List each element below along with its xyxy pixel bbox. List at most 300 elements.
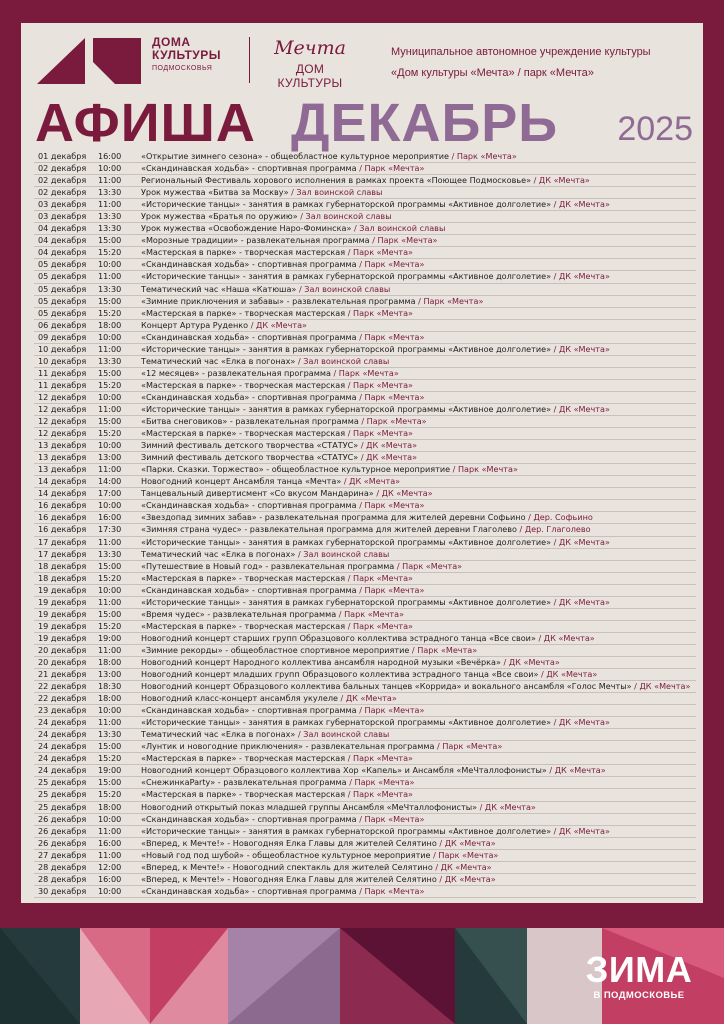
- event-title: «Исторические танцы» - занятия в рамках губернаторской программы «Активное долголетие»: [141, 403, 552, 414]
- event-date: 10 декабря: [38, 355, 87, 366]
- event-date: 03 декабря: [38, 199, 87, 210]
- event-title: «Мастерская в парке» - творческая мастерская: [141, 572, 346, 583]
- event-date: 24 декабря: [38, 765, 87, 776]
- event-time: 16:00: [98, 873, 122, 884]
- event-time: 11:00: [98, 175, 122, 186]
- event-time: 13:30: [98, 187, 122, 198]
- event-title: Тематический час «Наша «Катюша»: [141, 283, 297, 294]
- event-date: 04 декабря: [38, 235, 87, 246]
- event-row: [34, 235, 696, 247]
- venue-separator: /: [551, 343, 559, 354]
- event-time: 14:00: [98, 476, 122, 487]
- event-title: «Зимние рекорды» - общеобластное спортивное мероприятие: [141, 644, 410, 655]
- event-title: «СнежинкаParty» - развлекательная программа: [141, 777, 347, 788]
- venue-separator: /: [345, 620, 354, 631]
- event-time: 10:00: [98, 331, 122, 342]
- event-row: [34, 814, 696, 826]
- event-venue: ДК «Мечта»: [639, 681, 691, 692]
- event-time: 15:20: [98, 428, 122, 439]
- event-title: «Парки. Сказки. Торжество» - общеобластное культурное мероприятие: [141, 464, 451, 475]
- event-venue: ДК «Мечта»: [444, 837, 496, 848]
- event-description: [141, 476, 693, 487]
- mechta-logo: [265, 39, 355, 90]
- event-time: 15:20: [98, 620, 122, 631]
- event-venue: ДК «Мечта»: [444, 873, 496, 884]
- event-title: «Мастерская в парке» - творческая мастерская: [141, 428, 346, 439]
- event-description: [141, 561, 693, 572]
- event-description: [141, 777, 693, 788]
- event-time: 16:00: [98, 512, 122, 523]
- event-description: [141, 802, 693, 813]
- venue-separator: /: [430, 849, 439, 860]
- event-row: [34, 838, 696, 850]
- venue-separator: /: [337, 693, 346, 704]
- event-description: [141, 271, 693, 282]
- event-venue: Парк «Мечта»: [364, 331, 425, 342]
- event-list: [34, 151, 696, 898]
- event-venue: Зал воинской славы: [304, 283, 391, 294]
- event-row: [34, 308, 696, 320]
- event-row: [34, 524, 696, 536]
- event-title: «Лунтик и новогодние приключения» - развлекательная программа: [141, 741, 435, 752]
- event-title: «Битва снеговиков» - развлекательная программа: [141, 416, 359, 427]
- event-title: Региональный Фестиваль хорового исполнения в рамках проекта «Поющее Подмосковье»: [141, 175, 532, 186]
- event-time: 11:00: [98, 343, 122, 354]
- dk-logo-text: [152, 36, 221, 72]
- event-title: «Мастерская в парке» - творческая мастерская: [141, 789, 346, 800]
- event-venue: Парк «Мечта»: [366, 416, 427, 427]
- event-date: 05 декабря: [38, 259, 87, 270]
- event-time: 11:00: [98, 536, 122, 547]
- venue-separator: /: [346, 777, 355, 788]
- event-row: [34, 717, 696, 729]
- event-row: [34, 356, 696, 368]
- event-title: «Скандинавская ходьба» - спортивная программа: [141, 391, 357, 402]
- event-title: Концерт Артура Руденко: [141, 319, 249, 330]
- event-date: 19 декабря: [38, 632, 87, 643]
- event-description: [141, 573, 693, 584]
- event-date: 27 декабря: [38, 849, 87, 860]
- event-title: «12 месяцев» - развлекательная программа: [141, 367, 331, 378]
- event-title: Зимний фестиваль детского творчества «СТАТУС»: [141, 440, 359, 451]
- event-description: [141, 524, 693, 535]
- event-row: [34, 500, 696, 512]
- event-venue: ДК «Мечта»: [558, 596, 610, 607]
- event-row: [34, 271, 696, 283]
- event-title: Новогодний концерт Народного коллектива ансамбля народной музыки «Вечёрка»: [141, 656, 501, 667]
- event-title: «Скандинавская ходьба» - спортивная программа: [141, 584, 357, 595]
- event-row: [34, 705, 696, 717]
- venue-separator: /: [477, 801, 485, 812]
- event-venue: Парк «Мечта»: [438, 849, 499, 860]
- event-row: [34, 344, 696, 356]
- event-date: 12 декабря: [38, 428, 87, 439]
- event-description: [141, 765, 693, 776]
- event-row: [34, 151, 696, 163]
- event-title: «Время чудес» - развлекательная программа: [141, 608, 337, 619]
- event-row: [34, 669, 696, 681]
- poster: [21, 23, 703, 903]
- event-description: [141, 753, 693, 764]
- event-description: [141, 693, 693, 704]
- event-venue: Парк «Мечта»: [364, 163, 425, 174]
- event-venue: ДК «Мечта»: [366, 440, 418, 451]
- event-time: 10:00: [98, 584, 122, 595]
- event-venue: ДК «Мечта»: [256, 319, 307, 330]
- event-title: «Вперед, к Мечте!» - Новогодняя Елка Главы для жителей Селятино: [141, 837, 437, 848]
- venue-separator: /: [345, 753, 354, 764]
- venue-separator: /: [345, 307, 354, 318]
- event-description: [141, 549, 693, 560]
- event-description: [141, 681, 693, 692]
- header: [21, 23, 703, 93]
- venue-separator: /: [373, 488, 382, 499]
- event-date: 21 декабря: [38, 669, 87, 680]
- event-venue: Парк «Мечта»: [364, 705, 425, 716]
- event-title: «Исторические танцы» - занятия в рамках губернаторской программы «Активное долголетие»: [141, 596, 552, 607]
- event-row: [34, 753, 696, 765]
- event-venue: Парк «Мечта»: [456, 151, 517, 161]
- event-date: 16 декабря: [38, 512, 87, 523]
- event-description: [141, 669, 693, 680]
- venue-separator: /: [356, 705, 365, 716]
- event-time: 18:00: [98, 319, 122, 330]
- event-venue: Дер. Глаголево: [524, 524, 591, 535]
- event-row: [34, 404, 696, 416]
- event-date: 30 декабря: [38, 885, 87, 896]
- event-venue: Парк «Мечта»: [353, 428, 413, 439]
- event-description: [141, 585, 693, 596]
- event-row: [34, 862, 696, 874]
- event-venue: Парк «Мечта»: [353, 620, 413, 631]
- event-description: [141, 814, 693, 825]
- event-venue: ДК «Мечта»: [538, 175, 590, 186]
- event-title: «Скандинавская ходьба» - спортивная программа: [141, 813, 357, 824]
- event-venue: Парк «Мечта»: [353, 753, 413, 764]
- event-venue: ДК «Мечта»: [558, 403, 610, 414]
- event-row: [34, 488, 696, 500]
- event-description: [141, 296, 693, 307]
- event-date: 19 декабря: [38, 596, 87, 607]
- mechta-subtitle: ДОМ КУЛЬТУРЫ: [277, 62, 343, 90]
- event-description: [141, 199, 693, 210]
- event-row: [34, 585, 696, 597]
- event-row: [34, 561, 696, 573]
- event-date: 17 декабря: [38, 536, 87, 547]
- venue-separator: /: [551, 536, 559, 547]
- event-row: [34, 199, 696, 211]
- title-month: ДЕКАБРЬ: [291, 93, 559, 153]
- event-venue: Парк «Мечта»: [457, 464, 518, 475]
- event-row: [34, 537, 696, 549]
- event-title: «Вперед, к Мечте!» - Новогодний спектакль для жителей Селятино: [141, 861, 433, 872]
- event-date: 13 декабря: [38, 464, 87, 475]
- event-description: [141, 332, 693, 343]
- event-row: [34, 464, 696, 476]
- event-row: [34, 259, 696, 271]
- event-time: 18:00: [98, 656, 122, 667]
- venue-separator: /: [345, 379, 354, 390]
- event-row: [34, 874, 696, 886]
- event-date: 22 декабря: [38, 693, 87, 704]
- event-row: [34, 549, 696, 561]
- mechta-script: Мечта: [274, 37, 346, 59]
- event-description: [141, 657, 693, 668]
- event-title: Новогодний открытый показ младшей группы Ансамбля «МеЧталлофонисты»: [141, 801, 478, 812]
- event-date: 11 декабря: [38, 379, 87, 390]
- event-date: 28 декабря: [38, 861, 87, 872]
- event-row: [34, 729, 696, 741]
- event-row: [34, 657, 696, 669]
- venue-separator: /: [551, 199, 559, 210]
- venue-separator: /: [415, 295, 424, 306]
- event-title: «Звездопад зимних забав» - развлекательная программа для жителей деревни Софьино: [141, 512, 526, 523]
- event-time: 13:30: [98, 211, 122, 222]
- event-date: 19 декабря: [38, 584, 87, 595]
- event-date: 20 декабря: [38, 644, 87, 655]
- event-venue: ДК «Мечта»: [558, 199, 610, 210]
- venue-separator: /: [345, 789, 354, 800]
- zima-subtitle: В ПОДМОСКОВЬЕ: [593, 990, 685, 1001]
- venue-separator: /: [288, 187, 297, 198]
- event-date: 13 декабря: [38, 440, 87, 451]
- event-row: [34, 512, 696, 524]
- event-description: [141, 416, 693, 427]
- venue-separator: /: [248, 319, 257, 330]
- venue-separator: /: [516, 524, 525, 535]
- event-description: [141, 464, 693, 475]
- event-date: 20 декабря: [38, 656, 87, 667]
- event-date: 23 декабря: [38, 705, 87, 716]
- event-date: 04 декабря: [38, 223, 87, 234]
- event-venue: Парк «Мечта»: [353, 379, 413, 390]
- event-time: 10:00: [98, 391, 122, 402]
- event-title: «Скандинавская ходьба» - спортивная программа: [141, 259, 357, 270]
- event-time: 11:00: [98, 464, 122, 475]
- org-line2: «Дом культуры «Мечта» / парк «Мечта»: [391, 67, 594, 79]
- event-title: «Новый год под шубой» - общеобластное культурное мероприятие: [141, 849, 431, 860]
- event-time: 15:00: [98, 416, 122, 427]
- event-time: 10:00: [98, 163, 122, 174]
- event-venue: Зал воинской славы: [359, 223, 446, 234]
- dk-logo-icon: [37, 38, 141, 84]
- event-description: [141, 862, 693, 873]
- event-row: [34, 621, 696, 633]
- event-row: [34, 645, 696, 657]
- event-time: 16:00: [98, 837, 122, 848]
- event-description: [141, 717, 693, 728]
- event-title: «Мастерская в парке» - творческая мастерская: [141, 620, 346, 631]
- event-title: «Мастерская в парке» - творческая мастерская: [141, 247, 346, 258]
- event-time: 15:00: [98, 777, 122, 788]
- venue-separator: /: [551, 403, 559, 414]
- event-row: [34, 850, 696, 862]
- event-description: [141, 163, 693, 174]
- venue-separator: /: [449, 151, 457, 161]
- venue-separator: /: [295, 729, 304, 740]
- event-row: [34, 380, 696, 392]
- venue-separator: /: [356, 391, 365, 402]
- event-venue: ДК «Мечта»: [345, 693, 397, 704]
- event-date: 25 декабря: [38, 789, 87, 800]
- event-venue: Парк «Мечта»: [364, 259, 425, 270]
- event-time: 11:00: [98, 717, 122, 728]
- event-date: 04 декабря: [38, 247, 87, 258]
- event-description: [141, 645, 693, 656]
- venue-separator: /: [358, 416, 367, 427]
- venue-separator: /: [356, 331, 365, 342]
- event-row: [34, 332, 696, 344]
- event-description: [141, 440, 693, 451]
- venue-separator: /: [358, 440, 367, 451]
- event-title: «Исторические танцы» - занятия в рамках губернаторской программы «Активное долголетие»: [141, 271, 552, 282]
- event-date: 19 декабря: [38, 608, 87, 619]
- event-venue: Парк «Мечта»: [353, 247, 413, 258]
- event-description: [141, 247, 693, 258]
- event-description: [141, 308, 693, 319]
- event-description: [141, 211, 693, 222]
- event-date: 05 декабря: [38, 283, 87, 294]
- event-title: «Открытие зимнего сезона» - общеобластное культурное мероприятие: [141, 151, 449, 161]
- event-date: 22 декабря: [38, 681, 87, 692]
- event-title: Новогодний концерт Образцового коллектива бальных танцев «Коррида» и вокального ансамбля «Голос Мечты»: [141, 681, 632, 692]
- venue-separator: /: [356, 885, 365, 896]
- event-venue: ДК «Мечта»: [558, 271, 610, 282]
- event-time: 13:30: [98, 548, 122, 559]
- event-description: [141, 187, 693, 198]
- event-description: [141, 886, 693, 897]
- event-time: 13:00: [98, 669, 122, 680]
- event-description: [141, 223, 693, 234]
- event-description: [141, 621, 693, 632]
- event-title: Тематический час «Елка в погонах»: [141, 729, 296, 740]
- event-row: [34, 296, 696, 308]
- venue-separator: /: [345, 428, 354, 439]
- event-venue: Парк «Мечта»: [364, 584, 425, 595]
- venue-separator: /: [356, 259, 365, 270]
- event-description: [141, 838, 693, 849]
- event-time: 12:00: [98, 861, 122, 872]
- event-time: 16:00: [98, 151, 122, 161]
- venue-separator: /: [297, 211, 306, 222]
- event-description: [141, 392, 693, 403]
- event-title: «Скандинавская ходьба» - спортивная программа: [141, 885, 357, 896]
- event-title: «Морозные традиции» - развлекательная программа: [141, 235, 370, 246]
- org-line1: Муниципальное автономное учреждение культуры: [391, 46, 651, 58]
- event-date: 18 декабря: [38, 560, 87, 571]
- event-venue: Дер. Софьино: [533, 512, 593, 523]
- event-venue: ДК «Мечта»: [558, 717, 610, 728]
- venue-separator: /: [345, 247, 354, 258]
- venue-separator: /: [356, 813, 365, 824]
- event-row: [34, 573, 696, 585]
- event-time: 11:00: [98, 403, 122, 414]
- event-description: [141, 175, 693, 186]
- event-venue: ДК «Мечта»: [440, 861, 492, 872]
- venue-separator: /: [631, 681, 640, 692]
- event-title: Урок мужества «Освобождение Наро-Фоминска»: [141, 223, 352, 234]
- event-row: [34, 886, 696, 898]
- venue-separator: /: [500, 656, 509, 667]
- event-description: [141, 741, 693, 752]
- event-venue: Зал воинской славы: [296, 187, 383, 198]
- venue-separator: /: [369, 235, 378, 246]
- event-venue: ДК «Мечта»: [558, 343, 610, 354]
- event-title: «Исторические танцы» - занятия в рамках губернаторской программы «Активное долголетие»: [141, 343, 552, 354]
- event-title: «Путешествие в Новый год» - развлекательная программа: [141, 560, 395, 571]
- event-date: 05 декабря: [38, 295, 87, 306]
- event-title: «Мастерская в парке» - творческая мастерская: [141, 753, 346, 764]
- event-time: 10:00: [98, 885, 122, 896]
- event-time: 15:00: [98, 367, 122, 378]
- event-title: «Скандинавская ходьба» - спортивная программа: [141, 705, 357, 716]
- event-description: [141, 259, 693, 270]
- event-description: [141, 874, 693, 885]
- event-date: 06 декабря: [38, 319, 87, 330]
- event-description: [141, 729, 693, 740]
- event-venue: Зал воинской славы: [303, 355, 390, 366]
- event-time: 15:20: [98, 379, 122, 390]
- event-venue: Парк «Мечта»: [353, 572, 413, 583]
- event-description: [141, 500, 693, 511]
- event-description: [141, 151, 693, 162]
- event-description: [141, 320, 693, 331]
- event-row: [34, 320, 696, 332]
- event-time: 15:00: [98, 560, 122, 571]
- event-row: [34, 284, 696, 296]
- event-time: 15:20: [98, 572, 122, 583]
- event-description: [141, 235, 693, 246]
- venue-separator: /: [358, 452, 367, 463]
- event-venue: ДК «Мечта»: [546, 669, 598, 680]
- event-time: 15:00: [98, 235, 122, 246]
- venue-separator: /: [295, 355, 304, 366]
- event-row: [34, 211, 696, 223]
- event-venue: ДК «Мечта»: [381, 488, 433, 499]
- event-date: 16 декабря: [38, 524, 87, 535]
- event-venue: ДК «Мечта»: [366, 452, 418, 463]
- event-description: [141, 633, 693, 644]
- event-row: [34, 609, 696, 621]
- venue-separator: /: [551, 825, 559, 836]
- venue-separator: /: [409, 644, 418, 655]
- event-title: Тематический час «Елка в погонах»: [141, 548, 296, 559]
- event-time: 11:00: [98, 596, 122, 607]
- event-time: 18:00: [98, 801, 122, 812]
- event-venue: Парк «Мечта»: [338, 367, 399, 378]
- event-date: 05 декабря: [38, 307, 87, 318]
- event-row: [34, 802, 696, 814]
- venue-separator: /: [531, 175, 539, 186]
- zima-title: ЗИМА: [585, 949, 693, 990]
- venue-separator: /: [345, 572, 354, 583]
- event-time: 11:00: [98, 825, 122, 836]
- venue-separator: /: [436, 837, 445, 848]
- event-row: [34, 452, 696, 464]
- venue-separator: /: [295, 548, 304, 559]
- event-venue: Зал воинской славы: [303, 548, 390, 559]
- event-venue: Парк «Мечта»: [353, 307, 413, 318]
- event-time: 18:30: [98, 681, 122, 692]
- event-title: «Исторические танцы» - занятия в рамках губернаторской программы «Активное долголетие»: [141, 536, 552, 547]
- venue-separator: /: [330, 367, 339, 378]
- event-row: [34, 476, 696, 488]
- event-time: 13:30: [98, 283, 122, 294]
- event-time: 11:00: [98, 849, 122, 860]
- venue-separator: /: [546, 765, 555, 776]
- event-time: 10:00: [98, 259, 122, 270]
- event-date: 26 декабря: [38, 825, 87, 836]
